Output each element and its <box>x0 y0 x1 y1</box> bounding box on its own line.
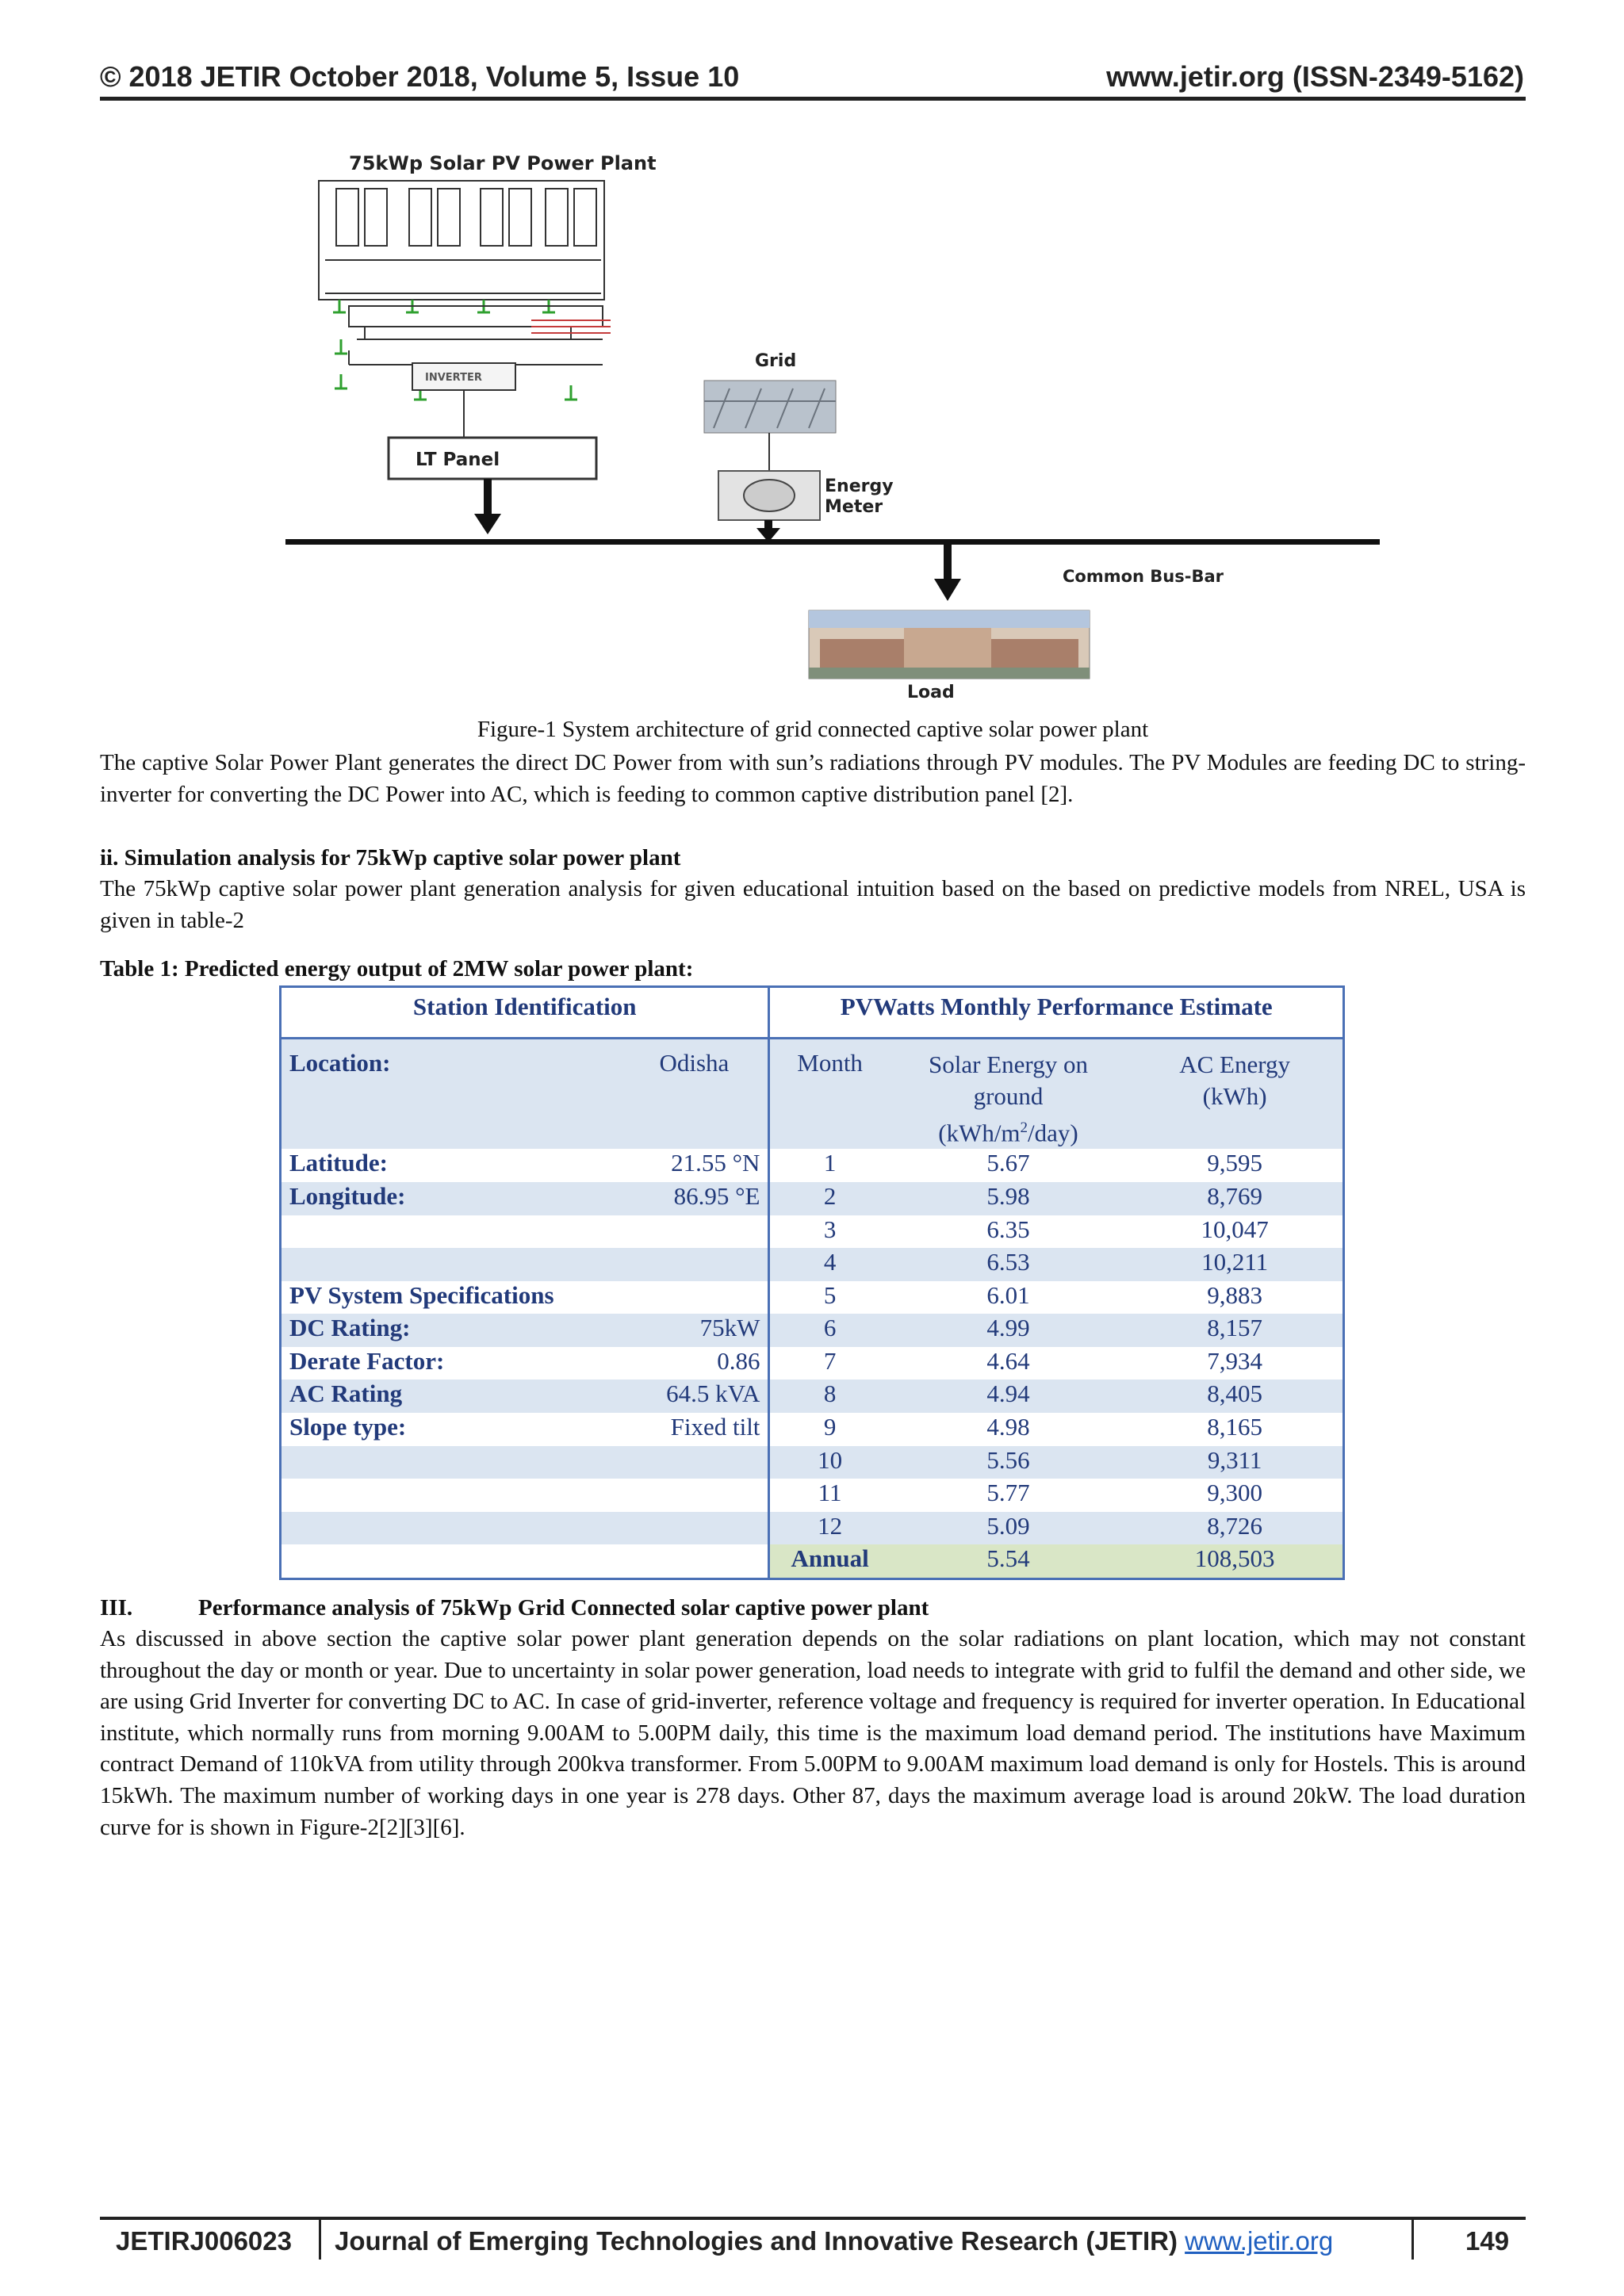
col-ac-line-2: (kWh) <box>1202 1082 1267 1110</box>
system-architecture-figure <box>270 143 1396 714</box>
table-row <box>281 1314 1344 1347</box>
cell-solar-energy: 6.53 <box>890 1248 1127 1281</box>
row-label <box>281 1479 621 1512</box>
paragraph-1: The captive Solar Power Plant generates the direct DC Power from with sun’s radiations through PV modules. The PV Modules are feeding DC to string-inverter for converting the DC Power into AC, which is feeding to common captive distribution panel [2]. <box>100 750 1526 807</box>
row-value <box>620 1446 769 1479</box>
footer-journal-name: Journal of Emerging Technologies and Innovative Research (JETIR) <box>335 2226 1178 2256</box>
row-value <box>620 1248 769 1281</box>
cell-month: 5 <box>769 1281 890 1314</box>
location-value: Odisha <box>620 1039 769 1150</box>
energy-meter-label-1: Energy <box>825 476 894 496</box>
row-label: Latitude: <box>281 1149 621 1182</box>
cell-month: 8 <box>769 1380 890 1413</box>
row-label: AC Rating <box>281 1380 621 1413</box>
table-row <box>281 1479 1344 1512</box>
cell-solar-energy: 5.09 <box>890 1512 1127 1545</box>
col-ac-line-1: AC Energy <box>1179 1050 1290 1078</box>
header-rule <box>100 97 1526 101</box>
row-label: Derate Factor: <box>281 1347 621 1380</box>
col-solar-unit-sup: 2 <box>1020 1119 1028 1136</box>
row-label <box>281 1446 621 1479</box>
table-row <box>281 1149 1344 1182</box>
section-iii-title: Performance analysis of 75kWp Grid Connected solar captive power plant <box>198 1595 929 1621</box>
load-label: Load <box>907 683 955 702</box>
cell-solar-energy: 5.56 <box>890 1446 1127 1479</box>
col-solar-line-2: ground <box>973 1082 1044 1110</box>
cell-month: 10 <box>769 1446 890 1479</box>
cell-month: 9 <box>769 1413 890 1446</box>
row-value: Fixed tilt <box>620 1413 769 1446</box>
footer-rule <box>100 2217 1526 2220</box>
row-label: PV System Specifications <box>281 1281 621 1314</box>
table-row <box>281 1347 1344 1380</box>
cell-month: 12 <box>769 1512 890 1545</box>
pv-performance-table <box>279 985 1345 1580</box>
header-left: © 2018 JETIR October 2018, Volume 5, Issue 10 <box>100 60 740 93</box>
cell-solar-energy: 5.77 <box>890 1479 1127 1512</box>
cell-month: 1 <box>769 1149 890 1182</box>
grid-label: Grid <box>755 351 797 371</box>
footer-page-number: 149 <box>1465 2226 1510 2256</box>
cell-solar-energy: 4.98 <box>890 1413 1127 1446</box>
figure-caption: Figure-1 System architecture of grid connected captive solar power plant <box>477 717 1149 742</box>
cell-month: 7 <box>769 1347 890 1380</box>
row-value: 0.86 <box>620 1347 769 1380</box>
cell-solar-energy: 6.35 <box>890 1215 1127 1249</box>
row-value <box>620 1479 769 1512</box>
row-label <box>281 1215 621 1249</box>
footer-article-id: JETIRJ006023 <box>116 2226 292 2256</box>
inverter-label: INVERTER <box>425 372 482 384</box>
annual-row <box>281 1544 1344 1578</box>
footer-link[interactable]: www.jetir.org <box>1185 2226 1334 2256</box>
annual-ac: 108,503 <box>1127 1544 1343 1578</box>
cell-solar-energy: 4.94 <box>890 1380 1127 1413</box>
paragraph-2: The 75kWp captive solar power plant generation analysis for given educational intuition based on the based on predictive models from NREL, USA is given in table-2 <box>100 876 1526 933</box>
row-value: 86.95 °E <box>620 1182 769 1215</box>
cell-month: 11 <box>769 1479 890 1512</box>
bus-bar-label: Common Bus-Bar <box>1063 567 1224 586</box>
row-label: Longitude: <box>281 1182 621 1215</box>
table-row <box>281 1248 1344 1281</box>
cell-ac-energy: 8,769 <box>1127 1182 1343 1215</box>
table-header-row <box>281 987 1344 1039</box>
cell-ac-energy: 8,157 <box>1127 1314 1343 1347</box>
section-iii-number: III. <box>100 1595 133 1621</box>
row-label <box>281 1512 621 1545</box>
cell-month: 3 <box>769 1215 890 1249</box>
table-row <box>281 1281 1344 1314</box>
row-value: 75kW <box>620 1314 769 1347</box>
header-pvwatts-estimate: PVWatts Monthly Performance Estimate <box>769 987 1344 1039</box>
cell-ac-energy: 10,047 <box>1127 1215 1343 1249</box>
header-station-identification: Station Identification <box>281 987 769 1039</box>
cell-ac-energy: 10,211 <box>1127 1248 1343 1281</box>
section-ii-heading: ii. Simulation analysis for 75kWp captive solar power plant <box>100 845 681 871</box>
pv-strings <box>325 189 601 293</box>
cell-solar-energy: 4.64 <box>890 1347 1127 1380</box>
cell-month: 2 <box>769 1182 890 1215</box>
table-row <box>281 1215 1344 1249</box>
common-bus-bar <box>285 539 1380 545</box>
cell-ac-energy: 9,883 <box>1127 1281 1343 1314</box>
cell-month: 4 <box>769 1248 890 1281</box>
footer-divider-1 <box>319 2220 321 2260</box>
footer-journal <box>335 2226 1333 2256</box>
table-row <box>281 1446 1344 1479</box>
cell-ac-energy: 9,595 <box>1127 1149 1343 1182</box>
annual-solar: 5.54 <box>890 1544 1127 1578</box>
lt-panel-label: LT Panel <box>416 450 500 470</box>
figure-title: 75kWp Solar PV Power Plant <box>349 152 657 174</box>
table-row <box>281 1182 1344 1215</box>
row-value: 64.5 kVA <box>620 1380 769 1413</box>
cell-ac-energy: 9,311 <box>1127 1446 1343 1479</box>
cell-month: 6 <box>769 1314 890 1347</box>
dc-combiner <box>349 306 603 365</box>
table-row <box>281 1413 1344 1446</box>
col-ac-energy <box>1127 1039 1343 1150</box>
arrow-lt-to-bus <box>484 479 492 517</box>
row-value <box>620 1215 769 1249</box>
col-solar-unit-post: /day) <box>1028 1119 1078 1147</box>
col-solar-unit-pre: (kWh/m <box>938 1119 1021 1147</box>
location-label: Location: <box>281 1039 621 1150</box>
cell-solar-energy: 5.98 <box>890 1182 1127 1215</box>
row-value <box>620 1281 769 1314</box>
header-right[interactable]: www.jetir.org (ISSN-2349-5162) <box>1106 60 1524 93</box>
row-value: 21.55 °N <box>620 1149 769 1182</box>
cell-solar-energy: 6.01 <box>890 1281 1127 1314</box>
cell-solar-energy: 4.99 <box>890 1314 1127 1347</box>
row-label: Slope type: <box>281 1413 621 1446</box>
col-solar-energy <box>890 1039 1127 1150</box>
col-month: Month <box>769 1039 890 1150</box>
row-label <box>281 1248 621 1281</box>
pv-array-box <box>319 181 604 300</box>
energy-meter-label-2: Meter <box>825 497 883 517</box>
cell-ac-energy: 8,726 <box>1127 1512 1343 1545</box>
footer-divider-2 <box>1411 2220 1414 2260</box>
cell-ac-energy: 8,165 <box>1127 1413 1343 1446</box>
table-row <box>281 1512 1344 1545</box>
row-value <box>620 1512 769 1545</box>
row-label: DC Rating: <box>281 1314 621 1347</box>
annual-label: Annual <box>769 1544 890 1578</box>
cell-ac-energy: 7,934 <box>1127 1347 1343 1380</box>
cell-ac-energy: 9,300 <box>1127 1479 1343 1512</box>
table-subheader-row <box>281 1039 1344 1150</box>
col-solar-line-1: Solar Energy on <box>929 1050 1088 1078</box>
table-row <box>281 1380 1344 1413</box>
cell-ac-energy: 8,405 <box>1127 1380 1343 1413</box>
arrow-bus-to-load <box>944 545 952 581</box>
paragraph-3: As discussed in above section the captive solar power plant generation depends on the solar radiations on plant location, which may not constant throughout the day or month or year. Due to uncertainty in solar power generation, load needs to integrate with grid to fulfil the demand and other side, we are using Grid Inverter for converting DC to AC. In case of grid-inverter, reference voltage and frequency is required for inverter operation. In Educational institute, which normally runs from morning 9.00AM to 5.00PM daily, this time is the maximum load demand period. The institutions have Maximum contract Demand of 110kVA from utility through 200kva transformer. From 5.00PM to 9.00AM maximum load demand is only for Hostels. This is around 15kWh. The maximum number of working days in one year is 278 days. Other 87, days the maximum average load is around 20kW. The load duration curve for is shown in Figure-2[2][3][6]. <box>100 1626 1526 1840</box>
table-caption: Table 1: Predicted energy output of 2MW solar power plant: <box>100 956 694 982</box>
grid-image <box>704 381 836 433</box>
cell-solar-energy: 5.67 <box>890 1149 1127 1182</box>
